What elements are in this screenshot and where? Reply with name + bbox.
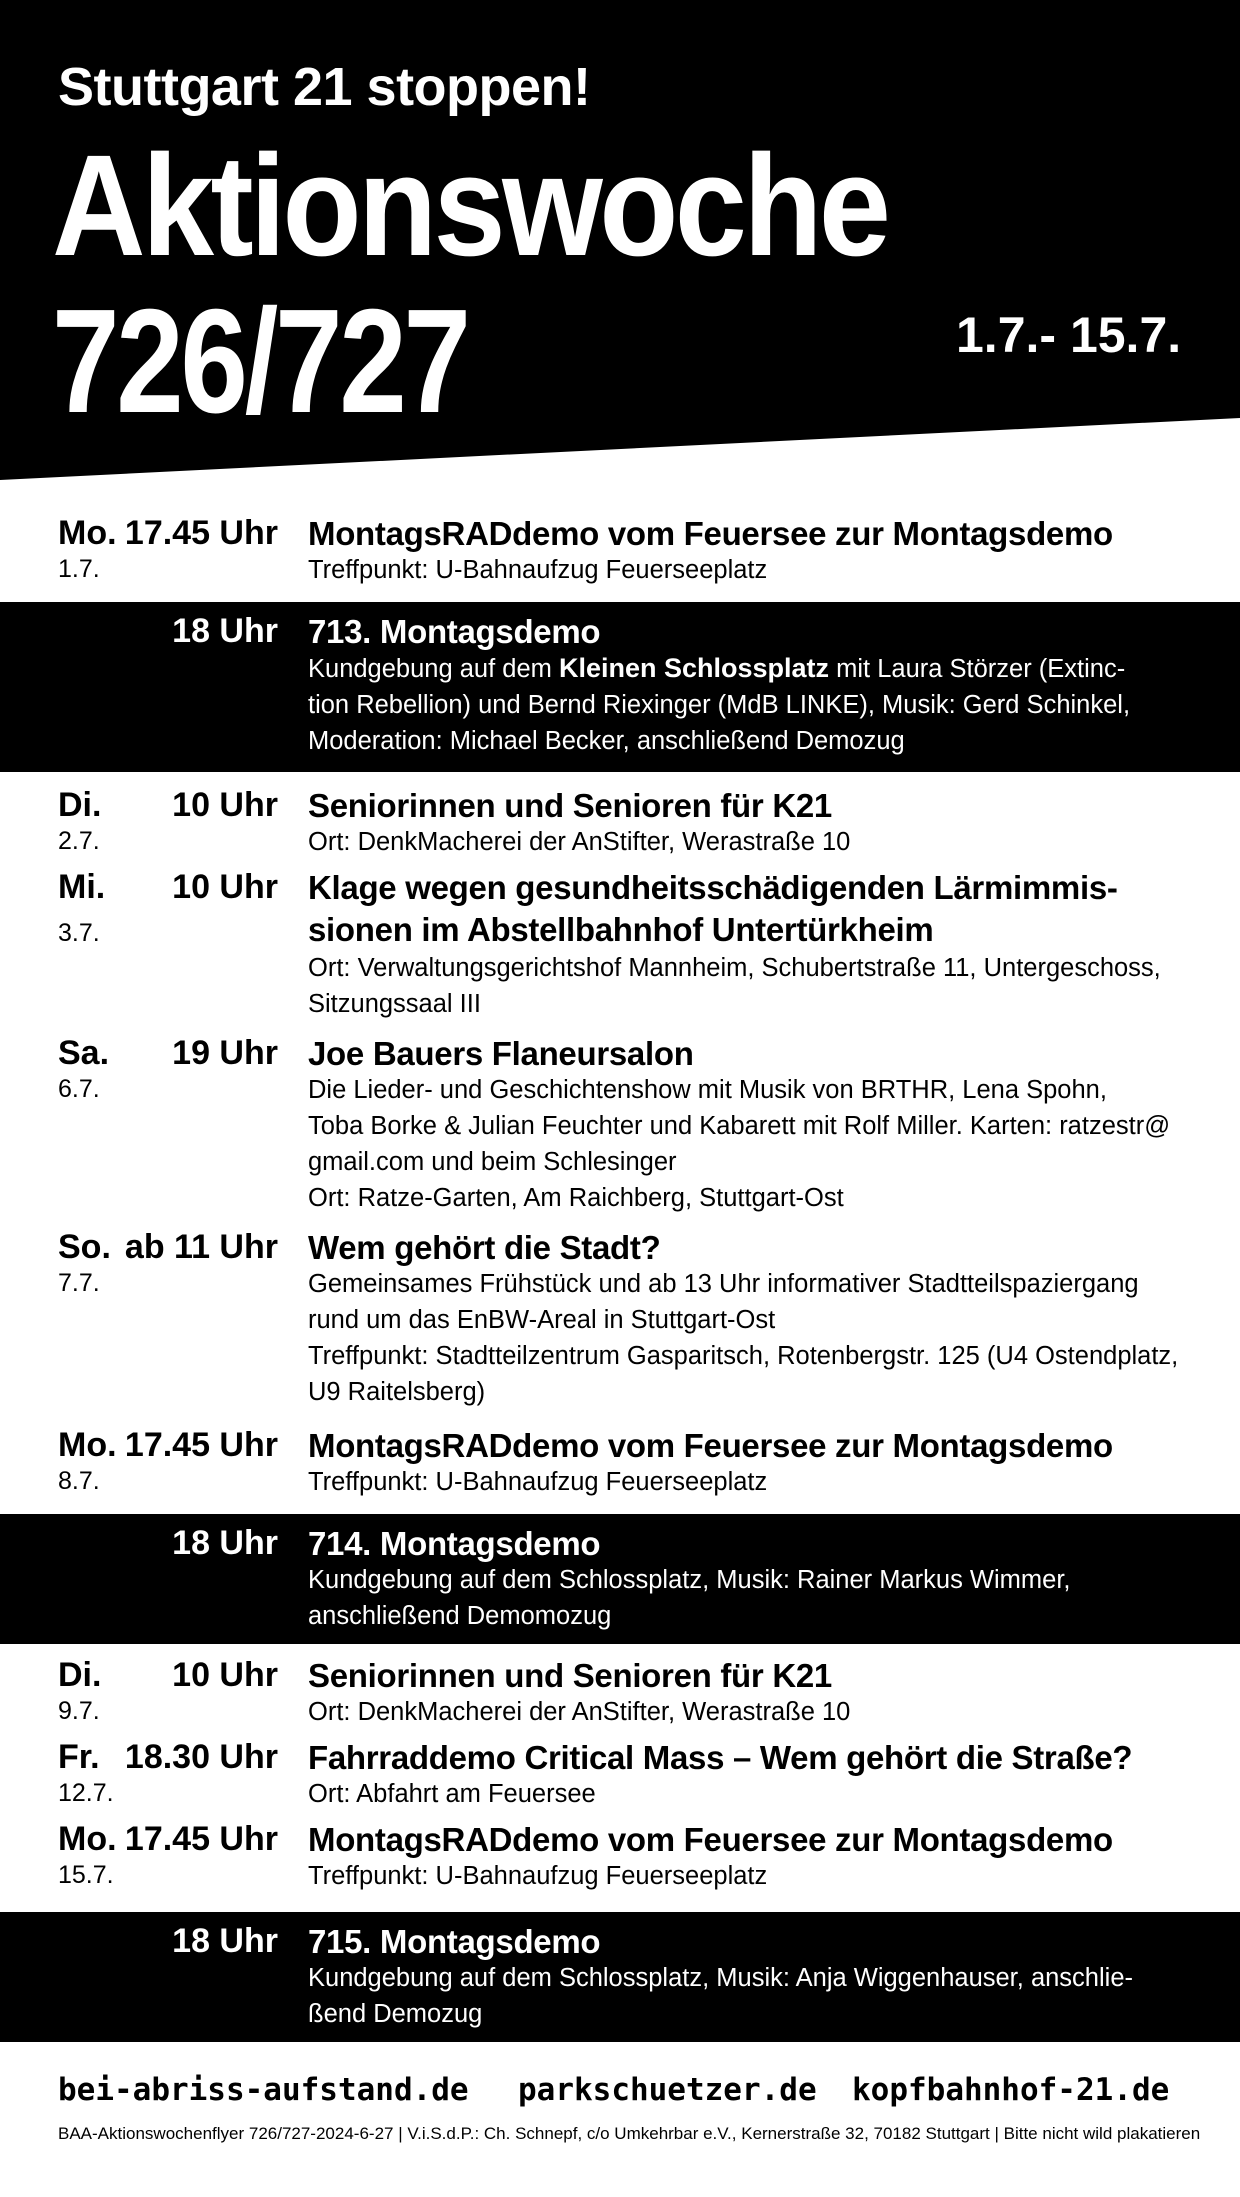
- event-date: 8.7.: [58, 1467, 100, 1495]
- event-info-line: Treffpunkt: Stadtteilzentrum Gasparitsch, Rotenbergstr. 125 (U4 Ostendplatz,: [308, 1342, 1179, 1370]
- event-info-line: Ort: DenkMacherei der AnStifter, Werastraße 10: [308, 828, 851, 856]
- event-info: [308, 1960, 1208, 2032]
- event-day: Fr.: [58, 1738, 100, 1776]
- header-kicker: Stuttgart 21 stoppen!: [58, 57, 591, 117]
- event-info-line: gmail.com und beim Schlesinger: [308, 1148, 677, 1176]
- event-info-line: Treffpunkt: U-Bahnaufzug Feuerseeplatz: [308, 1468, 768, 1496]
- event-info-line: Treffpunkt: U-Bahnaufzug Feuerseeplatz: [308, 556, 768, 584]
- event-time: 10 Uhr: [172, 868, 278, 906]
- event-info-line: Kundgebung auf dem Schlossplatz, Musik: Anja Wiggenhauser, anschlie-: [308, 1964, 1133, 1992]
- event-title: Joe Bauers Flaneursalon: [308, 1035, 694, 1072]
- event-date: 2.7.: [58, 827, 100, 855]
- event-time: 18 Uhr: [172, 1922, 278, 1960]
- event-row: [0, 784, 1240, 864]
- event-info: [308, 824, 1208, 860]
- event-info-line: Ort: Verwaltungsgerichtshof Mannheim, Schubertstraße 11, Untergeschoss,: [308, 954, 1161, 982]
- event-title: Wem gehört die Stadt?: [308, 1229, 661, 1266]
- event-info-line: Sitzungssaal III: [308, 990, 481, 1018]
- header-banner: [0, 0, 1240, 480]
- event-time: 19 Uhr: [172, 1034, 278, 1072]
- footer-links: [0, 2072, 1240, 2114]
- event-title: Seniorinnen und Senioren für K21: [308, 787, 832, 824]
- imprint-text: BAA-Aktionswochenflyer 726/727-2024-6-27 | V.i.S.d.P.: Ch. Schnepf, c/o Umkehrbar e.V., Kernerstraße 32, 70182 Stuttgart | Bitte nicht wild plakatieren: [58, 2124, 1201, 2143]
- event-info: [308, 1562, 1208, 1634]
- event-day: Mo.: [58, 1820, 117, 1858]
- event-date: 3.7.: [58, 919, 100, 947]
- event-row: [0, 1654, 1240, 1734]
- event-info-text: Kundgebung auf dem: [308, 655, 559, 683]
- event-info: [308, 1464, 1208, 1500]
- event-time: 18 Uhr: [172, 612, 278, 650]
- header-title: Aktionswoche: [52, 125, 888, 286]
- event-title: 714. Montagsdemo: [308, 1525, 601, 1562]
- event-time: 10 Uhr: [172, 1656, 278, 1694]
- event-day: Di.: [58, 1656, 102, 1694]
- event-time: 17.45 Uhr: [124, 1426, 278, 1464]
- event-info-line: U9 Raitelsberg): [308, 1378, 486, 1406]
- event-row: [0, 1818, 1240, 1898]
- event-info-line: Kundgebung auf dem Schlossplatz, Musik: Rainer Markus Wimmer,: [308, 1566, 1071, 1594]
- event-info: [308, 1776, 1208, 1812]
- event-date: 9.7.: [58, 1697, 100, 1725]
- event-title: Fahrraddemo Critical Mass – Wem gehört die Straße?: [308, 1739, 1133, 1776]
- event-row: [0, 1424, 1240, 1504]
- event-info-line: Die Lieder- und Geschichtenshow mit Musik von BRTHR, Lena Spohn,: [308, 1076, 1107, 1104]
- event-date: 12.7.: [58, 1779, 114, 1807]
- event-date: 1.7.: [58, 555, 100, 583]
- event-info: [308, 552, 1208, 588]
- event-info-line: Ort: Ratze-Garten, Am Raichberg, Stuttgart-Ost: [308, 1184, 844, 1212]
- event-time: 17.45 Uhr: [124, 1820, 278, 1858]
- event-info: [308, 1266, 1208, 1410]
- event-info-bold: Kleinen Schlossplatz: [558, 653, 830, 683]
- event-date: 15.7.: [58, 1861, 114, 1889]
- event-info-text: mit Laura Störzer (Extinc-: [829, 655, 1126, 683]
- event-row-highlight: [0, 1514, 1240, 1644]
- event-title: Klage wegen gesundheitsschädigenden Lärmimmis-: [308, 869, 1118, 906]
- header-dates: 1.7.- 15.7.: [956, 307, 1182, 363]
- header-number: 726/727: [52, 279, 468, 444]
- event-day: Mo.: [58, 1426, 117, 1464]
- event-title: MontagsRADdemo vom Feuersee zur Montagsdemo: [308, 1427, 1113, 1464]
- event-info-line: [308, 650, 1208, 687]
- event-info-line: Treffpunkt: U-Bahnaufzug Feuerseeplatz: [308, 1862, 768, 1890]
- event-info: [308, 950, 1208, 1022]
- event-title: 715. Montagsdemo: [308, 1923, 601, 1960]
- link-parkschuetzer[interactable]: parkschuetzer.de: [518, 2072, 817, 2108]
- event-date: 7.7.: [58, 1269, 100, 1297]
- event-info: [308, 650, 1208, 759]
- event-time: 18 Uhr: [172, 1524, 278, 1562]
- event-info-line: Moderation: Michael Becker, anschließend Demozug: [308, 727, 905, 755]
- event-title: Seniorinnen und Senioren für K21: [308, 1657, 832, 1694]
- event-row: [0, 1226, 1240, 1416]
- event-title-continued: sionen im Abstellbahnhof Untertürkheim: [308, 911, 934, 948]
- event-day: Mi.: [58, 868, 106, 906]
- event-day: Mo.: [58, 514, 117, 552]
- event-time: ab 11 Uhr: [124, 1228, 278, 1266]
- event-day: Sa.: [58, 1034, 110, 1072]
- event-info-line: anschließend Demomozug: [308, 1602, 612, 1630]
- event-info: [308, 1694, 1208, 1730]
- event-title: MontagsRADdemo vom Feuersee zur Montagsdemo: [308, 1821, 1113, 1858]
- event-info-line: Ort: Abfahrt am Feuersee: [308, 1780, 596, 1808]
- event-time: 10 Uhr: [172, 786, 278, 824]
- event-row: [0, 866, 1240, 1026]
- event-row-highlight: [0, 1912, 1240, 2042]
- event-info-line: Ort: DenkMacherei der AnStifter, Werastraße 10: [308, 1698, 851, 1726]
- event-info-line: Toba Borke & Julian Feuchter und Kabarett mit Rolf Miller. Karten: ratzestr@: [308, 1112, 1171, 1140]
- event-row: [0, 508, 1240, 588]
- event-date: 6.7.: [58, 1075, 100, 1103]
- event-time: 17.45 Uhr: [124, 514, 278, 552]
- event-info: [308, 1072, 1208, 1216]
- event-day: Di.: [58, 786, 102, 824]
- event-day: So.: [58, 1228, 111, 1266]
- event-row: [0, 1032, 1240, 1222]
- link-bei-abriss-aufstand[interactable]: bei-abriss-aufstand.de: [58, 2072, 469, 2108]
- event-info-line: ßend Demozug: [308, 2000, 483, 2028]
- link-kopfbahnhof-21[interactable]: kopfbahnhof-21.de: [852, 2072, 1170, 2108]
- event-title: MontagsRADdemo vom Feuersee zur Montagsdemo: [308, 515, 1113, 552]
- event-info-line: rund um das EnBW-Areal in Stuttgart-Ost: [308, 1306, 776, 1334]
- event-row-highlight: [0, 602, 1240, 772]
- event-title: 713. Montagsdemo: [308, 613, 601, 650]
- event-info-line: tion Rebellion) und Bernd Riexinger (MdB LINKE), Musik: Gerd Schinkel,: [308, 691, 1131, 719]
- event-row: [0, 1736, 1240, 1816]
- event-time: 18.30 Uhr: [124, 1738, 278, 1776]
- event-info: [308, 1858, 1208, 1894]
- event-info-line: Gemeinsames Frühstück und ab 13 Uhr informativer Stadtteilspaziergang: [308, 1270, 1139, 1298]
